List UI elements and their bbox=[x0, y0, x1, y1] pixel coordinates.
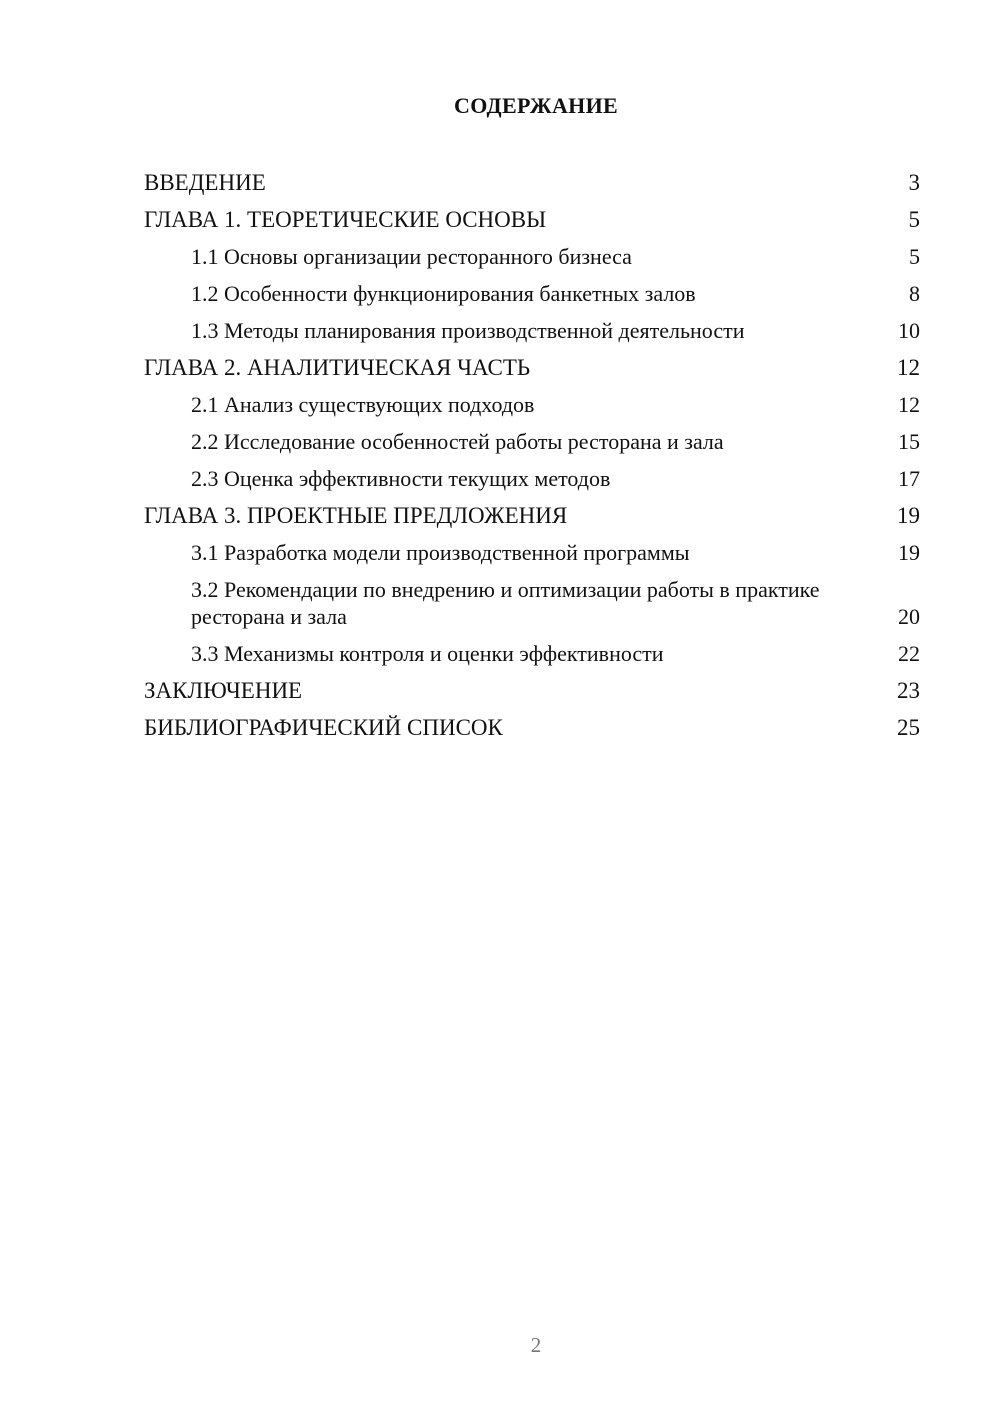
toc-entry-section-2-3[interactable] bbox=[144, 465, 920, 492]
toc-entry-bibliography[interactable] bbox=[144, 714, 920, 741]
toc-entry-conclusion[interactable] bbox=[144, 677, 920, 704]
toc-entry-page: 23 bbox=[897, 678, 920, 703]
toc-entry-chapter-3[interactable] bbox=[144, 502, 920, 529]
toc-entry-text: ЗАКЛЮЧЕНИЕ bbox=[144, 678, 303, 703]
toc-entry-text: 2.1 Анализ существующих подходов bbox=[191, 392, 535, 417]
toc-entry-page: 17 bbox=[898, 466, 920, 491]
toc-entry-page: 3 bbox=[908, 170, 920, 195]
toc-entry-text: 1.2 Особенности функционирования банкетных залов bbox=[191, 281, 696, 306]
toc-entry-page: 8 bbox=[909, 281, 920, 306]
toc-entry-page: 12 bbox=[897, 355, 920, 380]
toc-entry-text: 2.3 Оценка эффективности текущих методов bbox=[191, 466, 611, 491]
toc-entry-page: 19 bbox=[898, 540, 920, 565]
toc-entry-text: 1.1 Основы организации ресторанного бизнеса bbox=[191, 244, 632, 269]
toc-entry-page: 25 bbox=[897, 715, 920, 740]
toc-entry-text: 3.1 Разработка модели производственной программы bbox=[191, 540, 690, 565]
toc-entry-page: 12 bbox=[898, 392, 920, 417]
toc-entry-section-2-2[interactable] bbox=[144, 428, 920, 455]
toc-entry-section-3-1[interactable] bbox=[144, 539, 920, 566]
toc-entry-text: БИБЛИОГРАФИЧЕСКИЙ СПИСОК bbox=[144, 715, 503, 740]
page-number: 2 bbox=[530, 1333, 542, 1357]
toc-entry-text: ГЛАВА 1. ТЕОРЕТИЧЕСКИЕ ОСНОВЫ bbox=[144, 207, 547, 232]
toc-entry-text: ГЛАВА 2. АНАЛИТИЧЕСКАЯ ЧАСТЬ bbox=[144, 355, 531, 380]
toc-entry-chapter-1[interactable] bbox=[144, 206, 920, 233]
toc-entry-section-3-3[interactable] bbox=[144, 640, 920, 667]
toc-entry-page: 19 bbox=[897, 503, 920, 528]
toc-entry-section-1-2[interactable] bbox=[144, 280, 920, 307]
toc-entry-text: ГЛАВА 3. ПРОЕКТНЫЕ ПРЕДЛОЖЕНИЯ bbox=[144, 503, 568, 528]
toc-entry-page: 10 bbox=[898, 318, 920, 343]
toc-entry-page: 5 bbox=[909, 244, 920, 269]
toc-heading: СОДЕРЖАНИЕ bbox=[454, 93, 618, 118]
toc-entry-text: 2.2 Исследование особенностей работы ресторана и зала bbox=[191, 429, 724, 454]
toc-entry-section-1-1[interactable] bbox=[144, 243, 920, 270]
toc-entry-section-2-1[interactable] bbox=[144, 391, 920, 418]
toc-entry-text: 1.3 Методы планирования производственной деятельности bbox=[191, 318, 745, 343]
toc-entry-page: 15 bbox=[898, 429, 920, 454]
toc-entry-text: 3.2 Рекомендации по внедрению и оптимизации работы в практике ресторана и зала bbox=[191, 577, 820, 629]
toc-entry-section-1-3[interactable] bbox=[144, 317, 920, 344]
toc-entry-introduction[interactable] bbox=[144, 169, 920, 196]
toc-entry-text: 3.3 Механизмы контроля и оценки эффективности bbox=[191, 641, 664, 666]
table-of-contents bbox=[144, 169, 920, 751]
toc-entry-page: 5 bbox=[908, 207, 920, 232]
toc-entry-page: 20 bbox=[898, 604, 920, 629]
toc-entry-page: 22 bbox=[898, 641, 920, 666]
toc-entry-chapter-2[interactable] bbox=[144, 354, 920, 381]
toc-entry-text: ВВЕДЕНИЕ bbox=[144, 170, 266, 195]
toc-entry-section-3-2[interactable] bbox=[144, 576, 920, 630]
